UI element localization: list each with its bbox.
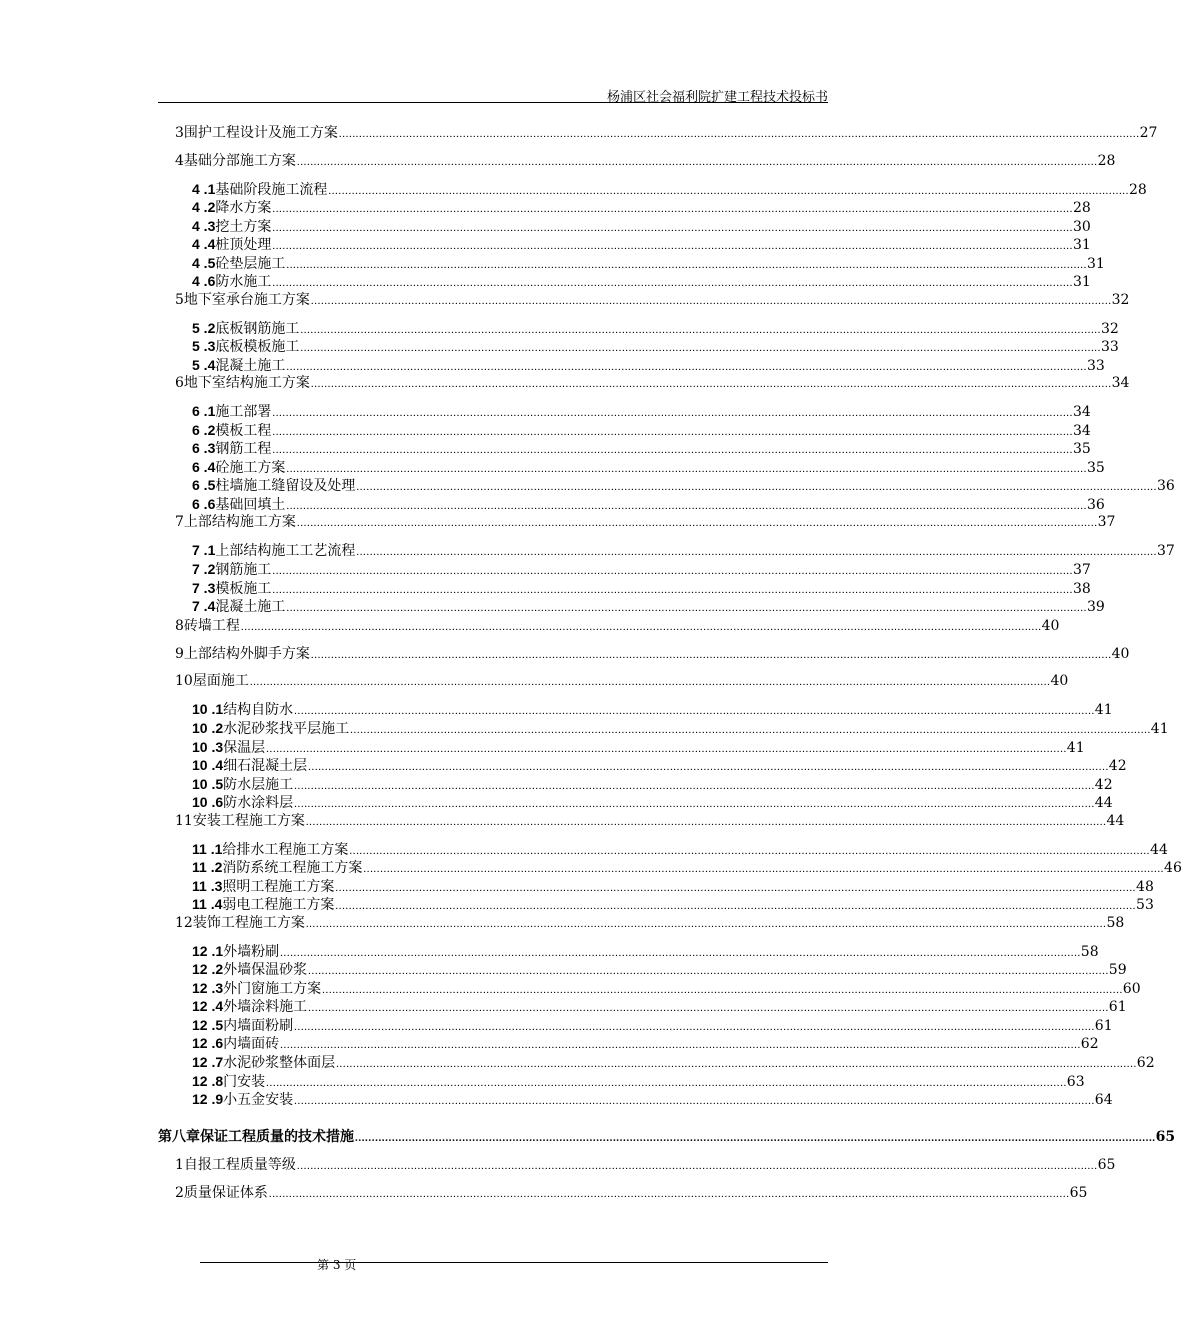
toc-leader: ...............................................................................................................................................................................................................................................	[308, 761, 1109, 773]
toc-entry[interactable]	[192, 198, 1091, 218]
toc-title: 装饰工程施工方案	[192, 915, 305, 931]
toc-page: 60	[1122, 981, 1141, 997]
toc-entry[interactable]	[192, 877, 1154, 897]
toc-number: 7 .2	[192, 561, 216, 577]
toc-leader: ...............................................................................................................................................................................................................................................	[280, 947, 1081, 959]
toc-title: 模板工程	[215, 423, 272, 439]
toc-page: 58	[1080, 944, 1099, 960]
toc-title: 降水方案	[215, 200, 272, 216]
toc-title: 质量保证体系	[183, 1185, 268, 1201]
toc-page: 62	[1136, 1055, 1155, 1071]
toc-leader: ...............................................................................................................................................................................................................................................	[240, 621, 1042, 633]
toc-title: 模板施工	[215, 581, 272, 597]
toc-entry[interactable]	[192, 960, 1127, 980]
toc-leader: ...............................................................................................................................................................................................................................................	[294, 1021, 1095, 1033]
toc-page: 35	[1073, 441, 1091, 457]
toc-number: 8	[175, 618, 184, 634]
toc-leader: ...............................................................................................................................................................................................................................................	[272, 444, 1074, 456]
toc-number: 12 .6	[192, 1035, 224, 1051]
toc-entry[interactable]	[192, 775, 1113, 795]
toc-title: 保温层	[223, 740, 266, 756]
toc-leader: ...............................................................................................................................................................................................................................................	[249, 676, 1051, 688]
toc-number: 12 .1	[192, 943, 224, 959]
toc-title: 自报工程质量等级	[183, 1157, 296, 1173]
toc-leader: ...............................................................................................................................................................................................................................................	[338, 128, 1140, 140]
header-rule	[158, 102, 828, 103]
toc-leader: ...............................................................................................................................................................................................................................................	[266, 1077, 1067, 1089]
toc-entry[interactable]	[175, 152, 1116, 171]
toc-number: 9	[175, 646, 184, 662]
toc-title: 照明工程施工方案	[222, 879, 335, 895]
toc-page: 46	[1164, 860, 1182, 876]
toc-number: 6 .2	[192, 422, 216, 438]
toc-number: 6 .4	[192, 459, 216, 475]
toc-leader: ...............................................................................................................................................................................................................................................	[272, 277, 1074, 289]
toc-entry[interactable]	[192, 458, 1105, 478]
toc-number: 4 .1	[192, 181, 216, 197]
toc-title: 柱墙施工缝留设及处理	[215, 478, 356, 494]
toc-entry[interactable]	[192, 1072, 1085, 1092]
toc-page: 58	[1106, 915, 1125, 931]
toc-page: 34	[1073, 404, 1091, 420]
toc-title: 砖墙工程	[183, 618, 240, 634]
toc-leader: ...............................................................................................................................................................................................................................................	[308, 965, 1109, 977]
toc-leader: ...............................................................................................................................................................................................................................................	[294, 705, 1095, 717]
toc-page: 37	[1097, 514, 1116, 530]
toc-title: 内墙面砖	[223, 1036, 280, 1052]
toc-leader: ...............................................................................................................................................................................................................................................	[272, 203, 1074, 215]
toc-page: 28	[1129, 182, 1147, 198]
toc-title: 上部结构施工工艺流程	[215, 543, 356, 559]
toc-entry[interactable]	[175, 513, 1116, 532]
toc-leader: ...............................................................................................................................................................................................................................................	[266, 743, 1067, 755]
toc-number: 11 .3	[192, 878, 223, 894]
toc-entry[interactable]	[192, 217, 1091, 237]
toc-page: 62	[1080, 1036, 1099, 1052]
toc-page: 39	[1087, 599, 1105, 615]
toc-number: 4 .3	[192, 218, 216, 234]
toc-entry[interactable]	[192, 793, 1113, 813]
toc-page: 36	[1157, 478, 1175, 494]
toc-title: 底板钢筋施工	[215, 321, 300, 337]
toc-title: 消防系统工程施工方案	[222, 860, 363, 876]
toc-leader: ...............................................................................................................................................................................................................................................	[286, 500, 1088, 512]
toc-entry[interactable]	[192, 979, 1141, 999]
toc-leader: ...............................................................................................................................................................................................................................................	[272, 426, 1074, 438]
toc-number: 12 .4	[192, 998, 224, 1014]
toc-leader: ...............................................................................................................................................................................................................................................	[356, 546, 1158, 558]
toc-entry[interactable]	[192, 337, 1119, 357]
toc-title: 屋面施工	[192, 673, 249, 689]
toc-number: 12 .9	[192, 1091, 224, 1107]
toc-entry[interactable]	[192, 560, 1091, 580]
toc-title: 给排水工程施工方案	[222, 842, 349, 858]
toc-entry[interactable]	[175, 812, 1125, 831]
toc-number: 3	[175, 125, 184, 141]
toc-page: 36	[1087, 497, 1105, 513]
toc-title: 弱电工程施工方案	[222, 897, 335, 913]
toc-leader: ...............................................................................................................................................................................................................................................	[335, 900, 1137, 912]
toc-leader: ...............................................................................................................................................................................................................................................	[310, 295, 1112, 307]
toc-entry[interactable]	[192, 840, 1168, 860]
toc-number: 5 .2	[192, 320, 216, 336]
toc-leader: ...............................................................................................................................................................................................................................................	[349, 845, 1151, 857]
toc-number: 7	[175, 514, 184, 530]
toc-leader: ...............................................................................................................................................................................................................................................	[286, 361, 1088, 373]
toc-page: 61	[1108, 999, 1127, 1015]
toc-leader: ...............................................................................................................................................................................................................................................	[305, 918, 1107, 930]
toc-number: 2	[175, 1185, 184, 1201]
toc-entry[interactable]	[192, 319, 1119, 339]
toc-entry[interactable]	[192, 402, 1091, 422]
toc-number: 10 .1	[192, 701, 224, 717]
toc-leader: ...............................................................................................................................................................................................................................................	[310, 378, 1112, 390]
toc-entry[interactable]	[175, 645, 1130, 664]
toc-number: 7 .1	[192, 542, 216, 558]
toc-number: 6 .1	[192, 403, 216, 419]
toc-chapter-entry[interactable]	[158, 1128, 1176, 1147]
toc-title: 底板模板施工	[215, 339, 300, 355]
toc-entry[interactable]	[175, 672, 1069, 691]
toc-title: 水泥砂浆找平层施工	[223, 721, 350, 737]
toc-number: 12 .5	[192, 1017, 224, 1033]
toc-number: 12 .2	[192, 961, 224, 977]
toc-number: 7 .4	[192, 598, 216, 614]
toc-title: 保证工程质量的技术措施	[200, 1129, 354, 1145]
toc-page: 42	[1108, 758, 1127, 774]
toc-entry[interactable]	[192, 719, 1169, 739]
toc-number: 4 .2	[192, 199, 216, 215]
toc-number: 4	[175, 153, 184, 169]
toc-title: 上部结构外脚手方案	[183, 646, 310, 662]
toc-title: 细石混凝土层	[223, 758, 308, 774]
toc-number: 10 .4	[192, 757, 224, 773]
toc-title: 外墙保温砂浆	[223, 962, 308, 978]
toc-number: 5 .4	[192, 357, 216, 373]
toc-leader: ...............................................................................................................................................................................................................................................	[286, 602, 1088, 614]
toc-title: 上部结构施工方案	[183, 514, 296, 530]
toc-entry[interactable]	[175, 1184, 1088, 1203]
toc-number: 4 .5	[192, 255, 216, 271]
toc-entry[interactable]	[192, 942, 1099, 962]
toc-page: 31	[1073, 274, 1091, 290]
toc-number: 10 .3	[192, 739, 224, 755]
toc-page: 44	[1094, 795, 1113, 811]
toc-entry[interactable]	[175, 914, 1125, 933]
toc-page: 63	[1066, 1074, 1085, 1090]
toc-number: 5 .3	[192, 338, 216, 354]
toc-title: 防水施工	[215, 274, 272, 290]
toc-entry[interactable]	[192, 1016, 1113, 1036]
toc-entry[interactable]	[192, 579, 1091, 599]
toc-leader: ...............................................................................................................................................................................................................................................	[294, 798, 1095, 810]
toc-page: 41	[1094, 702, 1113, 718]
page-number-footer: 第 3 页	[317, 1258, 357, 1272]
toc-title: 基础阶段施工流程	[215, 182, 328, 198]
toc-entry[interactable]	[192, 1053, 1155, 1073]
toc-entry[interactable]	[192, 272, 1091, 292]
toc-number: 12	[175, 915, 193, 931]
toc-number: 4 .6	[192, 273, 216, 289]
toc-leader: ...............................................................................................................................................................................................................................................	[296, 156, 1098, 168]
toc-title: 钢筋施工	[215, 562, 272, 578]
toc-leader: ...............................................................................................................................................................................................................................................	[355, 1132, 1156, 1144]
toc-entry[interactable]	[175, 124, 1158, 143]
toc-entry[interactable]	[192, 439, 1091, 459]
toc-title: 基础分部施工方案	[183, 153, 296, 169]
toc-entry[interactable]	[192, 858, 1182, 878]
toc-page: 53	[1136, 897, 1154, 913]
toc-number: 1	[175, 1157, 184, 1173]
toc-entry[interactable]	[192, 1034, 1099, 1054]
toc-title: 围护工程设计及施工方案	[183, 125, 338, 141]
toc-page: 31	[1087, 256, 1105, 272]
toc-page: 33	[1101, 339, 1119, 355]
toc-page: 35	[1087, 460, 1105, 476]
toc-number: 7 .3	[192, 580, 216, 596]
toc-entry[interactable]	[192, 495, 1105, 515]
toc-number: 10	[175, 673, 193, 689]
toc-entry[interactable]	[192, 235, 1091, 255]
toc-page: 42	[1094, 777, 1113, 793]
toc-entry[interactable]	[192, 1090, 1113, 1110]
toc-page: 48	[1136, 879, 1154, 895]
toc-title: 安装工程施工方案	[192, 813, 305, 829]
toc-title: 水泥砂浆整体面层	[223, 1055, 336, 1071]
toc-entry[interactable]	[192, 476, 1175, 496]
toc-entry[interactable]	[175, 1156, 1116, 1175]
toc-page: 44	[1150, 842, 1168, 858]
toc-number: 5	[175, 292, 184, 308]
toc-number: 12 .7	[192, 1054, 224, 1070]
toc-leader: ...............................................................................................................................................................................................................................................	[300, 324, 1102, 336]
toc-leader: ...............................................................................................................................................................................................................................................	[272, 565, 1074, 577]
toc-entry[interactable]	[192, 421, 1091, 441]
toc-title: 外墙涂料施工	[223, 999, 308, 1015]
toc-leader: ...............................................................................................................................................................................................................................................	[322, 984, 1123, 996]
toc-leader: ...............................................................................................................................................................................................................................................	[350, 724, 1151, 736]
toc-page: 28	[1097, 153, 1116, 169]
toc-page: 32	[1111, 292, 1130, 308]
toc-number: 11 .1	[192, 841, 223, 857]
toc-entry[interactable]	[175, 291, 1130, 310]
toc-number: 11 .4	[192, 896, 223, 912]
toc-entry[interactable]	[192, 356, 1105, 376]
toc-number: 4 .4	[192, 236, 216, 252]
toc-leader: ...............................................................................................................................................................................................................................................	[294, 780, 1095, 792]
toc-page: 38	[1073, 581, 1091, 597]
toc-page: 65	[1155, 1129, 1176, 1145]
toc-page: 40	[1041, 618, 1060, 634]
toc-number: 10 .5	[192, 776, 224, 792]
toc-leader: ...............................................................................................................................................................................................................................................	[296, 1160, 1098, 1172]
toc-leader: ...............................................................................................................................................................................................................................................	[280, 1039, 1081, 1051]
toc-leader: ...............................................................................................................................................................................................................................................	[296, 517, 1098, 529]
toc-title: 结构自防水	[223, 702, 294, 718]
toc-entry[interactable]	[175, 617, 1060, 636]
toc-page: 33	[1087, 358, 1105, 374]
toc-title: 防水层施工	[223, 777, 294, 793]
toc-title: 施工部署	[215, 404, 272, 420]
toc-page: 37	[1157, 543, 1175, 559]
toc-page: 61	[1094, 1018, 1113, 1034]
toc-leader: ...............................................................................................................................................................................................................................................	[286, 463, 1088, 475]
toc-title: 挖土方案	[215, 219, 272, 235]
toc-page: 65	[1069, 1185, 1088, 1201]
toc-title: 桩顶处理	[215, 237, 272, 253]
toc-leader: ...............................................................................................................................................................................................................................................	[300, 342, 1102, 354]
toc-leader: ...............................................................................................................................................................................................................................................	[272, 584, 1074, 596]
toc-leader: ...............................................................................................................................................................................................................................................	[294, 1095, 1095, 1107]
toc-page: 32	[1101, 321, 1119, 337]
toc-page: 40	[1050, 673, 1069, 689]
toc-title: 砼垫层施工	[215, 256, 286, 272]
toc-chapter-number: 第八章	[158, 1129, 200, 1145]
toc-title: 防水涂料层	[223, 795, 294, 811]
toc-page: 31	[1073, 237, 1091, 253]
toc-entry[interactable]	[192, 541, 1175, 561]
toc-title: 混凝土施工	[215, 358, 286, 374]
toc-page: 30	[1073, 219, 1091, 235]
toc-leader: ...............................................................................................................................................................................................................................................	[272, 407, 1074, 419]
toc-number: 12 .8	[192, 1073, 224, 1089]
toc-entry[interactable]	[192, 895, 1154, 915]
toc-entry[interactable]	[192, 738, 1085, 758]
toc-page: 28	[1073, 200, 1091, 216]
toc-leader: ...............................................................................................................................................................................................................................................	[272, 222, 1074, 234]
toc-page: 65	[1097, 1157, 1116, 1173]
toc-title: 地下室承台施工方案	[183, 292, 310, 308]
toc-page: 41	[1066, 740, 1085, 756]
toc-entry[interactable]	[192, 997, 1127, 1017]
footer-rule	[200, 1262, 828, 1263]
running-header: 杨浦区社会福利院扩建工程技术投标书	[606, 90, 828, 105]
toc-title: 地下室结构施工方案	[183, 375, 310, 391]
toc-entry[interactable]	[192, 180, 1147, 200]
toc-entry[interactable]	[192, 597, 1105, 617]
toc-leader: ...............................................................................................................................................................................................................................................	[308, 1002, 1109, 1014]
toc-title: 门安装	[223, 1074, 266, 1090]
toc-number: 12 .3	[192, 980, 224, 996]
toc-title: 混凝土施工	[215, 599, 286, 615]
toc-leader: ...............................................................................................................................................................................................................................................	[336, 1058, 1137, 1070]
toc-page: 27	[1139, 125, 1158, 141]
toc-leader: ...............................................................................................................................................................................................................................................	[328, 185, 1130, 197]
toc-page: 34	[1073, 423, 1091, 439]
toc-title: 外门窗施工方案	[223, 981, 322, 997]
toc-leader: ...............................................................................................................................................................................................................................................	[335, 882, 1137, 894]
toc-entry[interactable]	[192, 254, 1105, 274]
toc-number: 11 .2	[192, 859, 223, 875]
toc-entry[interactable]	[192, 700, 1113, 720]
toc-leader: ...............................................................................................................................................................................................................................................	[272, 240, 1074, 252]
toc-page: 64	[1094, 1092, 1113, 1108]
toc-page: 41	[1150, 721, 1169, 737]
toc-page: 44	[1106, 813, 1125, 829]
toc-title: 内墙面粉刷	[223, 1018, 294, 1034]
toc-number: 10 .6	[192, 794, 224, 810]
toc-page: 40	[1111, 646, 1130, 662]
toc-number: 6 .6	[192, 496, 216, 512]
toc-title: 基础回填土	[215, 497, 286, 513]
toc-leader: ...............................................................................................................................................................................................................................................	[356, 481, 1158, 493]
toc-title: 外墙粉刷	[223, 944, 280, 960]
toc-entry[interactable]	[192, 756, 1127, 776]
toc-entry[interactable]	[175, 374, 1130, 393]
toc-page: 59	[1108, 962, 1127, 978]
toc-leader: ...............................................................................................................................................................................................................................................	[363, 863, 1165, 875]
toc-title: 砼施工方案	[215, 460, 286, 476]
toc-title: 钢筋工程	[215, 441, 272, 457]
toc-leader: ...............................................................................................................................................................................................................................................	[286, 259, 1088, 271]
toc-number: 6 .5	[192, 477, 216, 493]
toc-page: 37	[1073, 562, 1091, 578]
toc-leader: ...............................................................................................................................................................................................................................................	[268, 1188, 1070, 1200]
toc-number: 10 .2	[192, 720, 224, 736]
toc-number: 6 .3	[192, 440, 216, 456]
toc-number: 11	[175, 813, 193, 829]
toc-title: 小五金安装	[223, 1092, 294, 1108]
toc-number: 6	[175, 375, 184, 391]
toc-leader: ...............................................................................................................................................................................................................................................	[310, 649, 1112, 661]
toc-page: 34	[1111, 375, 1130, 391]
toc-leader: ...............................................................................................................................................................................................................................................	[305, 816, 1107, 828]
